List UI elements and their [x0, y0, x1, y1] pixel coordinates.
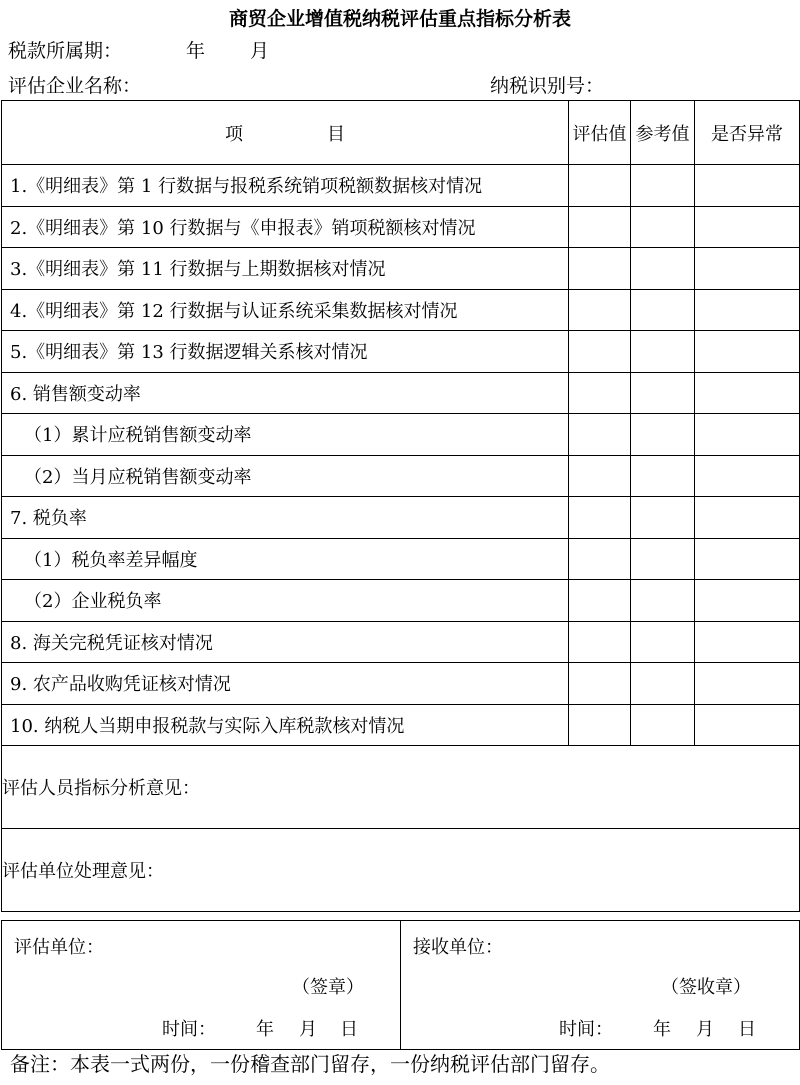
abnormal-cell[interactable]: [695, 206, 800, 248]
receiving-unit-cell[interactable]: [401, 921, 800, 1050]
eval-value-cell[interactable]: [569, 538, 631, 580]
indicator-table: [1, 100, 800, 912]
eval-value-cell[interactable]: [569, 497, 631, 539]
ref-value-cell[interactable]: [631, 206, 695, 248]
indicator-item: （2）当月应税销售额变动率: [2, 455, 569, 497]
indicator-item: （2）企业税负率: [2, 580, 569, 622]
eval-value-cell[interactable]: [569, 165, 631, 207]
abnormal-cell[interactable]: [695, 621, 800, 663]
ref-value-cell[interactable]: [631, 621, 695, 663]
eval-value-cell[interactable]: [569, 289, 631, 331]
abnormal-cell[interactable]: [695, 538, 800, 580]
receiving-time-year: 年: [653, 1019, 671, 1040]
signature-table: [1, 920, 800, 1050]
indicator-item: 2.《明细表》第 10 行数据与《申报表》销项税额核对情况: [2, 206, 569, 248]
table-row: [2, 414, 800, 456]
staff-opinion-cell[interactable]: [2, 746, 800, 829]
eval-value-cell[interactable]: [569, 704, 631, 746]
eval-value-cell[interactable]: [569, 663, 631, 705]
tax-period-year: 年: [186, 40, 206, 62]
abnormal-cell[interactable]: [695, 497, 800, 539]
ref-value-cell[interactable]: [631, 580, 695, 622]
table-row: [2, 663, 800, 705]
ref-value-cell[interactable]: [631, 414, 695, 456]
abnormal-cell[interactable]: [695, 165, 800, 207]
taxpayer-id-label: 纳税识别号：: [490, 75, 605, 97]
ref-value-cell[interactable]: [631, 663, 695, 705]
form-title: 商贸企业增值税纳税评估重点指标分析表: [228, 8, 571, 30]
evaluating-unit-stamp: （签章）: [292, 977, 364, 998]
eval-value-cell[interactable]: [569, 621, 631, 663]
ref-value-cell[interactable]: [631, 248, 695, 290]
abnormal-cell[interactable]: [695, 663, 800, 705]
eval-value-cell[interactable]: [569, 580, 631, 622]
unit-opinion-row: [2, 829, 800, 912]
abnormal-cell[interactable]: [695, 372, 800, 414]
ref-value-cell[interactable]: [631, 704, 695, 746]
ref-value-cell[interactable]: [631, 165, 695, 207]
indicator-item: 6. 销售额变动率: [2, 372, 569, 414]
table-row: [2, 165, 800, 207]
receiving-unit-stamp: （签收章）: [661, 977, 751, 998]
indicator-item: 5.《明细表》第 13 行数据逻辑关系核对情况: [2, 331, 569, 373]
header-item-a: 项: [225, 123, 243, 145]
table-row: [2, 580, 800, 622]
indicator-item: 1.《明细表》第 1 行数据与报税系统销项税额数据核对情况: [2, 165, 569, 207]
indicator-item: 9. 农产品收购凭证核对情况: [2, 663, 569, 705]
indicator-item: 8. 海关完税凭证核对情况: [2, 621, 569, 663]
header-abnormal: 是否异常: [695, 101, 800, 165]
receiving-unit-label: 接收单位：: [413, 937, 503, 958]
evaluating-time-month: 月: [299, 1019, 317, 1040]
unit-opinion-label: 评估单位处理意见：: [2, 861, 164, 882]
table-row: [2, 289, 800, 331]
indicator-item: （1）税负率差异幅度: [2, 538, 569, 580]
header-eval-value: 评估值: [569, 101, 631, 165]
ref-value-cell[interactable]: [631, 372, 695, 414]
eval-value-cell[interactable]: [569, 206, 631, 248]
staff-opinion-label: 评估人员指标分析意见：: [2, 778, 200, 799]
table-row: [2, 455, 800, 497]
header-ref-value: 参考值: [631, 101, 695, 165]
ref-value-cell[interactable]: [631, 538, 695, 580]
tax-period-month: 月: [250, 40, 270, 62]
eval-value-cell[interactable]: [569, 331, 631, 373]
table-row: [2, 497, 800, 539]
evaluating-time-label: 时间：: [162, 1019, 216, 1040]
eval-value-cell[interactable]: [569, 414, 631, 456]
ref-value-cell[interactable]: [631, 455, 695, 497]
tax-period-label: 税款所属期：: [8, 40, 123, 62]
unit-opinion-cell[interactable]: [2, 829, 800, 912]
abnormal-cell[interactable]: [695, 331, 800, 373]
indicator-item: 7. 税负率: [2, 497, 569, 539]
table-row: [2, 621, 800, 663]
evaluating-time-year: 年: [256, 1019, 274, 1040]
abnormal-cell[interactable]: [695, 704, 800, 746]
table-row: [2, 538, 800, 580]
table-row: [2, 248, 800, 290]
header-item: [2, 101, 569, 165]
eval-value-cell[interactable]: [569, 372, 631, 414]
indicator-item: 4.《明细表》第 12 行数据与认证系统采集数据核对情况: [2, 289, 569, 331]
ref-value-cell[interactable]: [631, 497, 695, 539]
abnormal-cell[interactable]: [695, 414, 800, 456]
abnormal-cell[interactable]: [695, 248, 800, 290]
receiving-time-label: 时间：: [559, 1019, 613, 1040]
abnormal-cell[interactable]: [695, 580, 800, 622]
eval-value-cell[interactable]: [569, 455, 631, 497]
evaluating-unit-label: 评估单位：: [14, 937, 104, 958]
table-row: [2, 206, 800, 248]
receiving-time-day: 日: [738, 1019, 756, 1040]
footnote: 备注：本表一式两份，一份稽查部门留存，一份纳税评估部门留存。: [10, 1052, 610, 1076]
table-header: [2, 101, 800, 165]
table-row: [2, 331, 800, 373]
table-row: [2, 704, 800, 746]
indicator-item: （1）累计应税销售额变动率: [2, 414, 569, 456]
evaluating-time-day: 日: [340, 1019, 358, 1040]
receiving-time-month: 月: [696, 1019, 714, 1040]
header-item-b: 目: [327, 123, 345, 145]
indicator-item: 3.《明细表》第 11 行数据与上期数据核对情况: [2, 248, 569, 290]
ref-value-cell[interactable]: [631, 331, 695, 373]
indicator-item: 10. 纳税人当期申报税款与实际入库税款核对情况: [2, 704, 569, 746]
staff-opinion-row: [2, 746, 800, 829]
enterprise-name-label: 评估企业名称：: [8, 75, 142, 97]
abnormal-cell[interactable]: [695, 455, 800, 497]
ref-value-cell[interactable]: [631, 289, 695, 331]
evaluating-unit-cell[interactable]: [2, 921, 401, 1050]
abnormal-cell[interactable]: [695, 289, 800, 331]
eval-value-cell[interactable]: [569, 248, 631, 290]
table-row: [2, 372, 800, 414]
